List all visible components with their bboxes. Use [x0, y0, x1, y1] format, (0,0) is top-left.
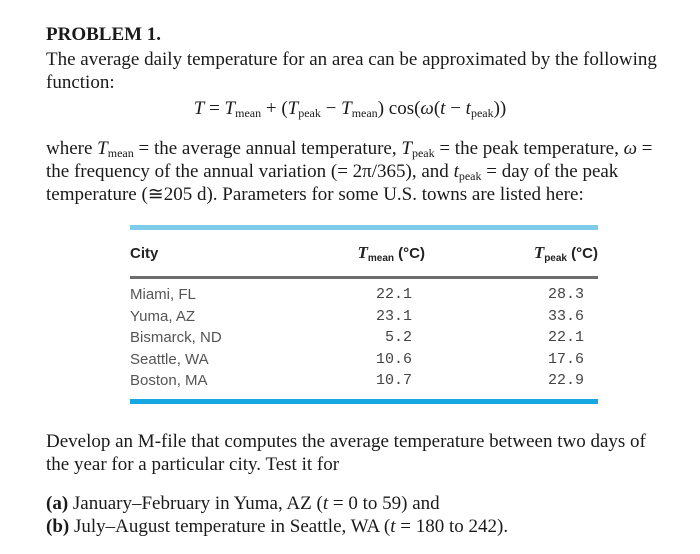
table-row: [130, 370, 598, 392]
formula-minus: −: [445, 98, 466, 119]
city-parameters-table: [130, 225, 598, 404]
header-tpeak-symbol: T: [533, 243, 545, 262]
cell-tmean: 23.1: [375, 307, 412, 325]
table-row: [130, 306, 598, 328]
def-mean: = the average annual temperature,: [133, 138, 402, 159]
task-paragraph: Develop an M-file that computes the average temperature between two days of the year for a particular city. Test it for: [46, 431, 646, 475]
part-label: (a): [46, 493, 69, 514]
table-bottom-rule: [130, 399, 598, 404]
part-var: t: [322, 493, 329, 514]
cell-tpeak: 33.6: [547, 307, 584, 325]
cell-tpeak: 22.1: [547, 329, 584, 347]
table-body: [130, 279, 598, 399]
header-tpeak-unit: (°C): [567, 245, 598, 262]
part-text: July–August temperature in Seattle, WA (: [69, 516, 391, 537]
cell-city: Boston, MA: [130, 372, 208, 390]
cell-city: Seattle, WA: [130, 350, 209, 368]
intro-paragraph: The average daily temperature for an area can be approximated by the following function:: [46, 49, 657, 93]
part-label: (b): [46, 516, 70, 537]
part-text: January–February in Yuma, AZ (: [68, 493, 323, 514]
formula-plus: + (: [261, 98, 288, 119]
cell-city: Bismarck, ND: [130, 329, 222, 347]
table-row: [130, 349, 598, 371]
def-sub-peak: peak: [458, 169, 482, 183]
def-t: T: [401, 138, 412, 159]
formula-t: T: [341, 98, 352, 119]
formula-omega: ω: [420, 98, 434, 119]
def-sub-mean: mean: [107, 146, 134, 160]
def-omega: ω: [623, 138, 638, 159]
formula-t: T: [224, 98, 236, 119]
def-tvar: t: [453, 161, 459, 182]
formula-tvar: t: [440, 98, 446, 119]
def-where: where: [46, 138, 98, 159]
formula-sub-peak: peak: [470, 106, 494, 120]
cell-city: Yuma, AZ: [130, 307, 196, 325]
formula-eq: =: [204, 98, 225, 119]
header-tmean-unit: (°C): [394, 245, 425, 262]
temperature-formula: [0, 98, 700, 120]
header-tpeak: [425, 243, 598, 263]
cell-tpeak: 28.3: [547, 286, 584, 304]
def-tpeak: = day of the peak temperature (≅205 d). Parameters for some U.S. towns are listed here:: [46, 161, 619, 205]
formula-paren: (: [433, 98, 441, 119]
def-peak: = the peak temperature,: [434, 138, 624, 159]
part-text: = 180 to 242).: [395, 516, 509, 537]
cell-tpeak: 17.6: [547, 350, 584, 368]
formula-sub-peak: peak: [298, 106, 321, 120]
header-tmean-symbol: T: [357, 243, 368, 262]
table-header-row: [130, 230, 598, 276]
formula-lhs: T: [193, 98, 205, 119]
def-omega-text: = the frequency of the annual variation (= 2π/365), and: [46, 138, 653, 182]
test-cases: [46, 492, 666, 538]
header-city: City: [130, 244, 159, 262]
header-tmean: [290, 243, 425, 263]
cell-tpeak: 22.9: [547, 372, 584, 390]
def-sub-peak: peak: [411, 146, 435, 160]
cell-tmean: 10.7: [375, 372, 412, 390]
formula-tpeak: t: [465, 98, 471, 119]
part-text: = 0 to 59) and: [328, 493, 440, 514]
header-tpeak-sub: peak: [544, 253, 567, 264]
formula-minus: −: [320, 98, 342, 119]
problem-title: PROBLEM 1.: [46, 24, 162, 45]
cell-tmean: 10.6: [375, 350, 412, 368]
formula-t: T: [287, 98, 299, 119]
table-row: [130, 327, 598, 349]
cell-tmean: 22.1: [375, 286, 412, 304]
formula-sub-mean: mean: [235, 106, 262, 120]
table-row: [130, 284, 598, 306]
definitions-paragraph: [46, 137, 666, 206]
formula-sub-mean: mean: [351, 106, 378, 120]
formula-cos: ) cos(: [377, 98, 421, 119]
test-case-b: [46, 515, 666, 538]
header-tmean-sub: mean: [367, 253, 394, 264]
test-case-a: [46, 492, 666, 515]
cell-city: Miami, FL: [130, 286, 196, 304]
cell-tmean: 5.2: [384, 329, 412, 347]
formula-end: )): [493, 98, 507, 119]
part-var: t: [390, 516, 396, 537]
def-t: T: [97, 138, 108, 159]
